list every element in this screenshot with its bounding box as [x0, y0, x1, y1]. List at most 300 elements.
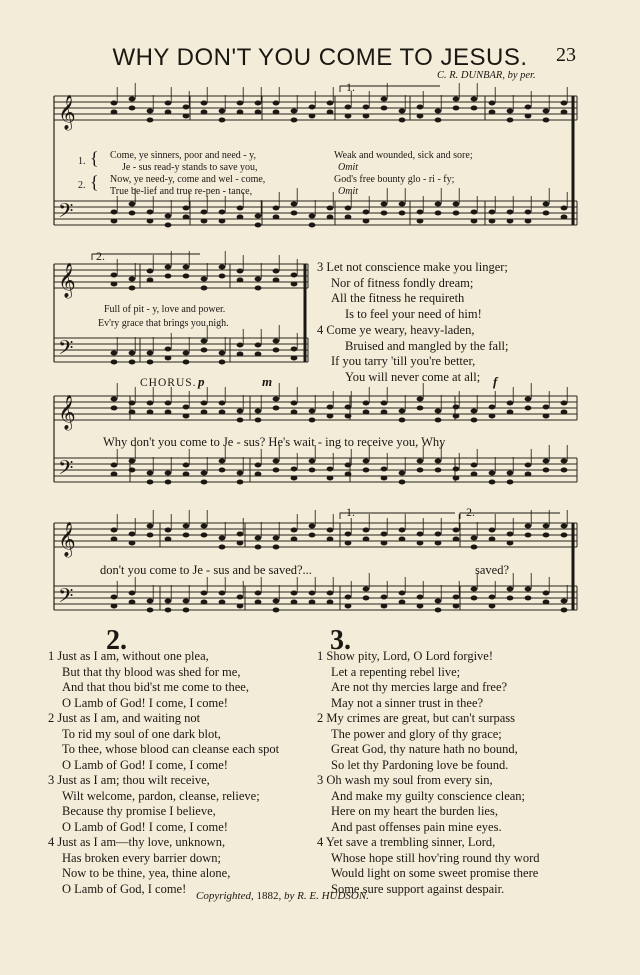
bass-note — [183, 206, 190, 211]
bass-note — [183, 360, 190, 365]
bass-note — [543, 468, 550, 473]
treble-note — [237, 532, 244, 537]
bass-note — [237, 604, 244, 609]
bass-note — [183, 608, 190, 613]
hymn-title: WHY DON'T YOU COME TO JESUS. — [112, 44, 528, 71]
treble-note — [435, 532, 442, 537]
treble-note — [489, 110, 496, 115]
bass-note — [129, 360, 136, 365]
bass-note — [201, 600, 208, 605]
bass-note — [435, 202, 442, 207]
treble-note — [543, 405, 550, 410]
ending-1-label: 1. — [346, 80, 355, 94]
treble-note — [201, 410, 208, 415]
bass-note — [399, 211, 406, 216]
treble-note — [417, 114, 424, 119]
treble-note — [255, 536, 262, 541]
bass-note — [273, 459, 280, 464]
bass-note — [201, 471, 208, 476]
treble-note — [381, 106, 388, 111]
bass-note — [129, 351, 136, 356]
bass-note — [291, 356, 298, 361]
treble-note — [273, 269, 280, 274]
treble-note — [255, 101, 262, 106]
treble-note — [471, 97, 478, 102]
treble-note — [309, 533, 316, 538]
bass-note — [291, 211, 298, 216]
bass-note — [219, 351, 226, 356]
treble-note — [165, 274, 172, 279]
treble-note — [147, 269, 154, 274]
bass-note — [129, 600, 136, 605]
bass-note — [147, 608, 154, 613]
chorus-ending-2-label: 2. — [466, 505, 475, 519]
treble-note — [399, 109, 406, 114]
hymn-line: Let a repenting rebel live; — [331, 664, 461, 679]
bass-note — [219, 591, 226, 596]
hymn-line: And past offenses pain mine eyes. — [331, 819, 502, 834]
composer-credit: C. R. DUNBAR, by per. — [437, 70, 536, 81]
bass-note — [471, 596, 478, 601]
bass-note — [129, 591, 136, 596]
treble-note — [273, 397, 280, 402]
bass-note — [507, 587, 514, 592]
bass-note — [399, 202, 406, 207]
bass-note — [129, 202, 136, 207]
hymn-line: To thee, whose blood can cleanse each spot — [62, 742, 280, 756]
chorus-label: CHORUS. — [140, 377, 197, 389]
hymn-3-number: 3. — [330, 625, 351, 656]
treble-note — [183, 105, 190, 110]
bass-note — [471, 210, 478, 215]
treble-note — [561, 401, 568, 406]
side-verse-3 — [317, 260, 508, 322]
bass-note — [165, 214, 172, 219]
bass-note — [183, 472, 190, 477]
hymn-line: Are not thy mercies large and free? — [331, 680, 508, 694]
side-verse-4-line: Bruised and mangled by the fall; — [345, 338, 509, 353]
side-verse-4-line: You will never come at all; — [345, 369, 481, 384]
bass-note — [381, 604, 388, 609]
treble-note — [111, 406, 118, 411]
bass-note — [561, 599, 568, 604]
treble-note — [561, 410, 568, 415]
bass-note — [129, 468, 136, 473]
treble-note — [363, 410, 370, 415]
treble-note — [129, 532, 136, 537]
treble-note — [309, 114, 316, 119]
treble-note — [543, 118, 550, 123]
bass-note — [273, 348, 280, 353]
hymn-line: And that thou bid'st me come to thee, — [62, 680, 249, 694]
treble-note — [237, 269, 244, 274]
treble-note — [237, 418, 244, 423]
bass-note — [291, 467, 298, 472]
bass-note — [417, 459, 424, 464]
treble-note — [111, 110, 118, 115]
system-2-bass-clef: 𝄢 — [58, 336, 74, 364]
bass-note — [345, 463, 352, 468]
bass-note — [201, 339, 208, 344]
hymn-line: Wilt welcome, pardon, cleanse, relieve; — [62, 788, 260, 803]
bass-note — [399, 591, 406, 596]
treble-note — [399, 528, 406, 533]
bass-note — [363, 219, 370, 224]
treble-note — [345, 405, 352, 410]
treble-note — [561, 524, 568, 529]
bass-note — [165, 471, 172, 476]
bass-note — [273, 206, 280, 211]
dynamic-piano: p — [198, 374, 205, 389]
bass-note — [165, 599, 172, 604]
treble-note — [363, 105, 370, 110]
treble-note — [255, 110, 262, 115]
ending-2-label: 2. — [96, 249, 105, 263]
treble-note — [201, 110, 208, 115]
treble-note — [219, 410, 226, 415]
bass-note — [255, 472, 262, 477]
bass-note — [489, 471, 496, 476]
bass-note — [507, 210, 514, 215]
treble-note — [291, 401, 298, 406]
bass-note — [129, 211, 136, 216]
treble-note — [345, 105, 352, 110]
bass-note — [327, 600, 334, 605]
bass-note — [471, 587, 478, 592]
bass-note — [111, 360, 118, 365]
treble-note — [255, 409, 262, 414]
side-verse-4-line: If you tarry 'till you're better, — [331, 354, 476, 368]
bass-note — [165, 356, 172, 361]
ending-bracket — [460, 513, 560, 519]
chorus-ending-1-label: 1. — [346, 505, 355, 519]
treble-note — [273, 110, 280, 115]
treble-note — [129, 541, 136, 546]
treble-note — [147, 118, 154, 123]
bass-note — [219, 360, 226, 365]
treble-note — [237, 278, 244, 283]
bass-note — [309, 459, 316, 464]
treble-note — [489, 537, 496, 542]
page-number: 23 — [556, 44, 576, 66]
bass-note — [327, 206, 334, 211]
bass-note — [363, 587, 370, 592]
bass-note — [111, 219, 118, 224]
treble-note — [417, 105, 424, 110]
treble-note — [273, 278, 280, 283]
bass-note — [327, 476, 334, 481]
treble-note — [327, 537, 334, 542]
bass-note — [183, 599, 190, 604]
hymn-2-number: 2. — [106, 625, 127, 656]
bass-note — [525, 472, 532, 477]
bass-note — [255, 214, 262, 219]
bass-note — [471, 463, 478, 468]
treble-note — [165, 528, 172, 533]
hymn-line: Great God, thy nature hath no bound, — [331, 742, 518, 756]
bass-note — [255, 591, 262, 596]
system-2-line-1: Full of pit - y, love and power. — [104, 304, 226, 315]
hymn-line: To rid my soul of one dark blot, — [62, 726, 221, 741]
treble-note — [129, 410, 136, 415]
bass-note — [417, 604, 424, 609]
verse-2-line-1b: God's free bounty glo - ri - fy; — [334, 174, 455, 185]
bass-note — [129, 459, 136, 464]
bass-note — [471, 472, 478, 477]
treble-note — [165, 410, 172, 415]
bass-note — [543, 202, 550, 207]
treble-note — [543, 524, 550, 529]
copyright-by: by — [284, 890, 295, 902]
bass-note — [435, 599, 442, 604]
treble-note — [435, 109, 442, 114]
treble-note — [291, 528, 298, 533]
bass-note — [147, 480, 154, 485]
bass-note — [435, 468, 442, 473]
bass-note — [273, 468, 280, 473]
treble-note — [183, 524, 190, 529]
bass-note — [345, 472, 352, 477]
bass-note — [111, 604, 118, 609]
side-verse-4 — [317, 323, 509, 385]
treble-note — [237, 101, 244, 106]
copyright-year: 1882, — [256, 890, 282, 902]
bass-note — [543, 600, 550, 605]
bass-note — [435, 211, 442, 216]
treble-note — [435, 541, 442, 546]
treble-note — [471, 536, 478, 541]
hymn-line: 2 My crimes are great, but can't surpass — [317, 711, 516, 725]
bass-note — [291, 600, 298, 605]
hymn-line: O Lamb of God, I come! — [62, 881, 187, 896]
treble-note — [165, 110, 172, 115]
treble-note — [237, 541, 244, 546]
treble-note — [201, 524, 208, 529]
treble-note — [417, 532, 424, 537]
bass-note — [543, 211, 550, 216]
bass-note — [507, 480, 514, 485]
hymn-3-text — [317, 649, 539, 897]
chorus-2-bass-clef: 𝄢 — [58, 584, 74, 612]
bass-note — [453, 595, 460, 600]
treble-note — [507, 410, 514, 415]
treble-note — [381, 532, 388, 537]
treble-note — [417, 397, 424, 402]
treble-note — [507, 541, 514, 546]
bass-note — [309, 223, 316, 228]
treble-note — [219, 536, 226, 541]
bass-note — [417, 468, 424, 473]
treble-note — [543, 533, 550, 538]
verse-2-line-1: Now, ye need-y, come and wel - come, — [110, 174, 266, 185]
treble-note — [507, 118, 514, 123]
treble-note — [363, 528, 370, 533]
treble-note — [345, 114, 352, 119]
bass-note — [291, 347, 298, 352]
hymn-line: But that thy blood was shed for me, — [62, 664, 241, 679]
treble-note — [561, 533, 568, 538]
bass-note — [111, 351, 118, 356]
hymn-line: Some sure support against despair. — [331, 881, 505, 896]
bass-note — [543, 591, 550, 596]
treble-note — [525, 114, 532, 119]
bass-note — [273, 608, 280, 613]
hymn-line: Here on my heart the burden lies, — [331, 804, 498, 818]
treble-note — [111, 397, 118, 402]
hymn-line: 4 Just as I am—thy love, unknown, — [48, 835, 226, 849]
bass-note — [291, 202, 298, 207]
treble-note — [561, 101, 568, 106]
bass-note — [111, 210, 118, 215]
bass-note — [561, 608, 568, 613]
bass-note — [183, 215, 190, 220]
treble-note — [219, 401, 226, 406]
bass-note — [255, 463, 262, 468]
treble-note — [453, 106, 460, 111]
ending-bracket — [340, 86, 440, 92]
hymn-line: And make my guilty conscience clean; — [331, 788, 526, 803]
bass-note — [525, 219, 532, 224]
treble-note — [111, 537, 118, 542]
treble-note — [111, 273, 118, 278]
bass-note — [147, 471, 154, 476]
treble-note — [507, 109, 514, 114]
treble-note — [399, 118, 406, 123]
treble-note — [417, 541, 424, 546]
treble-note — [417, 406, 424, 411]
bass-note — [309, 591, 316, 596]
bass-note — [561, 459, 568, 464]
bass-note — [255, 223, 262, 228]
bass-note — [237, 480, 244, 485]
hymn-line: Whose hope still hov'ring round thy word — [331, 850, 540, 865]
treble-note — [489, 528, 496, 533]
bass-note — [147, 210, 154, 215]
treble-note — [291, 282, 298, 287]
bass-note — [345, 595, 352, 600]
treble-note — [111, 282, 118, 287]
bass-note — [381, 476, 388, 481]
treble-note — [255, 286, 262, 291]
treble-note — [381, 97, 388, 102]
treble-note — [111, 528, 118, 533]
treble-note — [219, 109, 226, 114]
dynamic-mezzo: m — [262, 374, 273, 389]
bass-note — [381, 595, 388, 600]
treble-note — [471, 545, 478, 550]
hymn-line: So let thy Pardoning love be found. — [331, 757, 509, 772]
bass-note — [291, 591, 298, 596]
hymn-line: May not a sinner trust in thee? — [331, 695, 484, 710]
bass-note — [453, 476, 460, 481]
treble-note — [237, 409, 244, 414]
verse-1-line-1: Come, ye sinners, poor and need - y, — [110, 150, 256, 161]
treble-note — [165, 401, 172, 406]
treble-note — [201, 533, 208, 538]
bass-note — [489, 604, 496, 609]
bass-note — [111, 595, 118, 600]
bass-note — [309, 468, 316, 473]
bass-note — [345, 215, 352, 220]
bass-note — [345, 206, 352, 211]
treble-note — [291, 273, 298, 278]
bass-note — [489, 480, 496, 485]
treble-note — [381, 401, 388, 406]
treble-note — [345, 541, 352, 546]
treble-note — [525, 524, 532, 529]
bass-note — [561, 206, 568, 211]
chorus-words-line-1: Why don't you come to Je - sus? He's wait - ing to receive you, Why — [103, 435, 446, 449]
chorus-1-bass-clef: 𝄢 — [58, 456, 74, 484]
bass-note — [111, 463, 118, 468]
treble-note — [363, 537, 370, 542]
treble-note — [525, 533, 532, 538]
hymn-line: Would light on some sweet promise there — [331, 866, 539, 880]
bass-note — [165, 608, 172, 613]
treble-note — [327, 528, 334, 533]
bass-note — [111, 472, 118, 477]
treble-note — [291, 410, 298, 415]
verse-1-line-1b: Weak and wounded, sick and sore; — [334, 150, 473, 161]
treble-note — [237, 110, 244, 115]
treble-note — [201, 277, 208, 282]
bass-note — [219, 600, 226, 605]
bass-note — [273, 215, 280, 220]
hymn-2-text — [48, 649, 279, 897]
treble-note — [147, 533, 154, 538]
bass-note — [327, 591, 334, 596]
treble-note — [471, 106, 478, 111]
treble-note — [165, 265, 172, 270]
bass-note — [255, 352, 262, 357]
treble-note — [273, 406, 280, 411]
bass-note — [417, 210, 424, 215]
bass-note — [219, 459, 226, 464]
bass-note — [399, 471, 406, 476]
bass-note — [435, 459, 442, 464]
treble-note — [345, 532, 352, 537]
bass-note — [237, 215, 244, 220]
hymn-line: 3 Just as I am; thou wilt receive, — [48, 773, 210, 787]
bass-note — [147, 219, 154, 224]
treble-note — [309, 524, 316, 529]
bass-note — [183, 463, 190, 468]
treble-note — [129, 277, 136, 282]
treble-note — [525, 397, 532, 402]
bass-note — [183, 351, 190, 356]
treble-note — [219, 545, 226, 550]
bass-note — [381, 211, 388, 216]
treble-note — [435, 118, 442, 123]
verse-1-number: 1. — [78, 156, 86, 167]
treble-note — [129, 97, 136, 102]
treble-note — [471, 409, 478, 414]
bass-note — [237, 206, 244, 211]
hymn-line: Because thy promise I believe, — [62, 804, 216, 818]
bass-note — [237, 352, 244, 357]
bass-note — [507, 596, 514, 601]
hymn-line: 1 Just as I am, without one plea, — [48, 649, 209, 663]
bass-note — [255, 600, 262, 605]
bass-note — [525, 210, 532, 215]
treble-note — [363, 114, 370, 119]
treble-note — [507, 401, 514, 406]
bass-note — [435, 608, 442, 613]
hymn-line: 1 Show pity, Lord, O Lord forgive! — [317, 649, 494, 663]
treble-note — [183, 533, 190, 538]
hymn-line: 4 Yet save a trembling sinner, Lord, — [317, 835, 496, 849]
treble-note — [453, 97, 460, 102]
